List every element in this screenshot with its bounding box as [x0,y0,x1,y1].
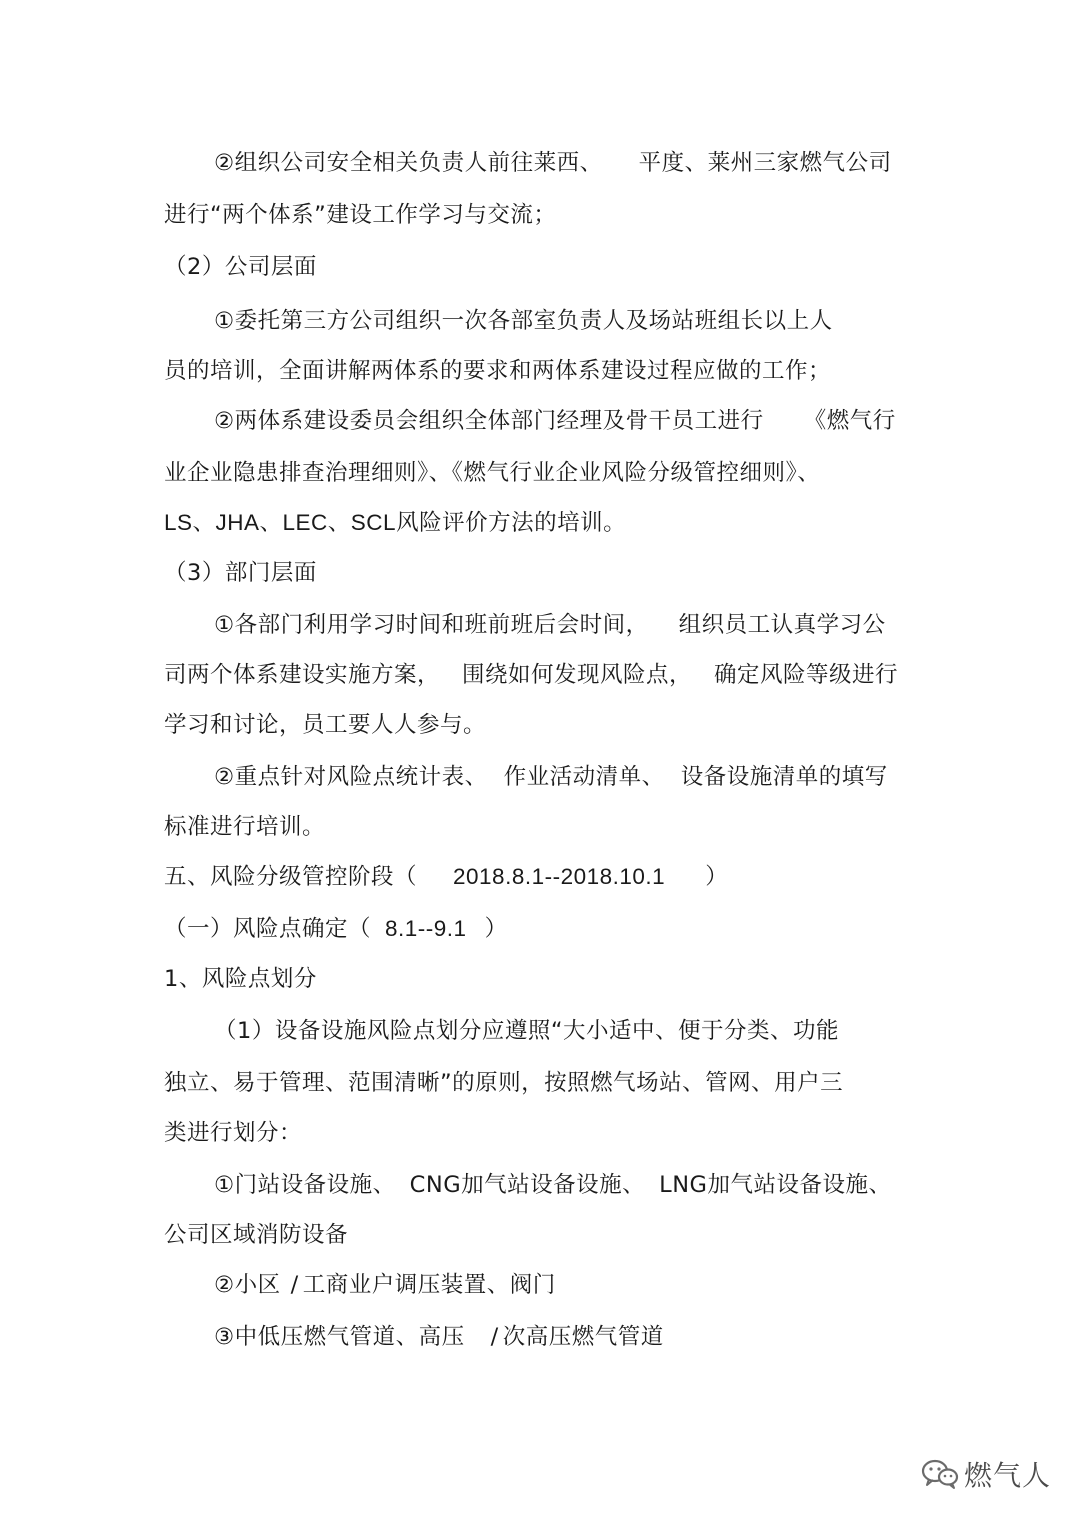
text-line: 学习和讨论，员工要人人参与。 [164,712,487,738]
text-line: 业企业隐患排查治理细则》、《燃气行业企业风险分级管控细则》、 [164,460,821,486]
text-line: 标准进行培训。 [164,814,326,840]
wechat-icon [920,1458,960,1490]
section-heading: （一）风险点确定（ 8.1--9.1 ） [164,916,508,942]
text-line: 独立、易于管理、范围清晰”的原则，按照燃气场站、管网、用户三 [164,1070,844,1096]
text-line: ②重点针对风险点统计表、 作业活动清单、 设备设施清单的填写 [214,764,888,790]
text-line: ②小区 / 工商业户调压装置、阀门 [214,1272,556,1298]
text-line: ①委托第三方公司组织一次各部室负责人及场站班组长以上人 [214,308,833,334]
text-line: 司两个体系建设实施方案， 围绕如何发现风险点， 确定风险等级进行 [164,662,899,688]
text-line: ③中低压燃气管道、高压 / 次高压燃气管道 [214,1324,664,1350]
text-line: 进行“两个体系”建设工作学习与交流； [164,202,557,228]
text-line: （1）设备设施风险点划分应遵照“大小适中、便于分类、功能 [214,1018,839,1044]
text-line: 员的培训，全面讲解两体系的要求和两体系建设过程应做的工作； [164,358,832,384]
section-heading: （2）公司层面 [164,254,317,280]
chapter-heading: 五、风险分级管控阶段（ 2018.8.1--2018.10.1 ） [164,864,729,890]
watermark [920,1452,1051,1496]
text-line: LS、JHA、LEC、SCL风险评价方法的培训。 [164,510,627,535]
watermark-text: 燃气人 [964,1459,1052,1492]
section-heading: 1、风险点划分 [164,966,317,992]
section-heading: （3）部门层面 [164,560,317,586]
text-line: 类进行划分： [164,1120,303,1146]
text-line: ②组织公司安全相关负责人前往莱西、 平度、莱州三家燃气公司 [214,150,892,176]
text-line: ①门站设备设施、 CNG加气站设备设施、 LNG加气站设备设施、 [214,1172,892,1198]
text-line: ②两体系建设委员会组织全体部门经理及骨干员工进行 《燃气行 [214,408,896,434]
text-line: 公司区域消防设备 [164,1222,349,1248]
text-line: ①各部门利用学习时间和班前班后会时间， 组织员工认真学习公 [214,612,886,638]
